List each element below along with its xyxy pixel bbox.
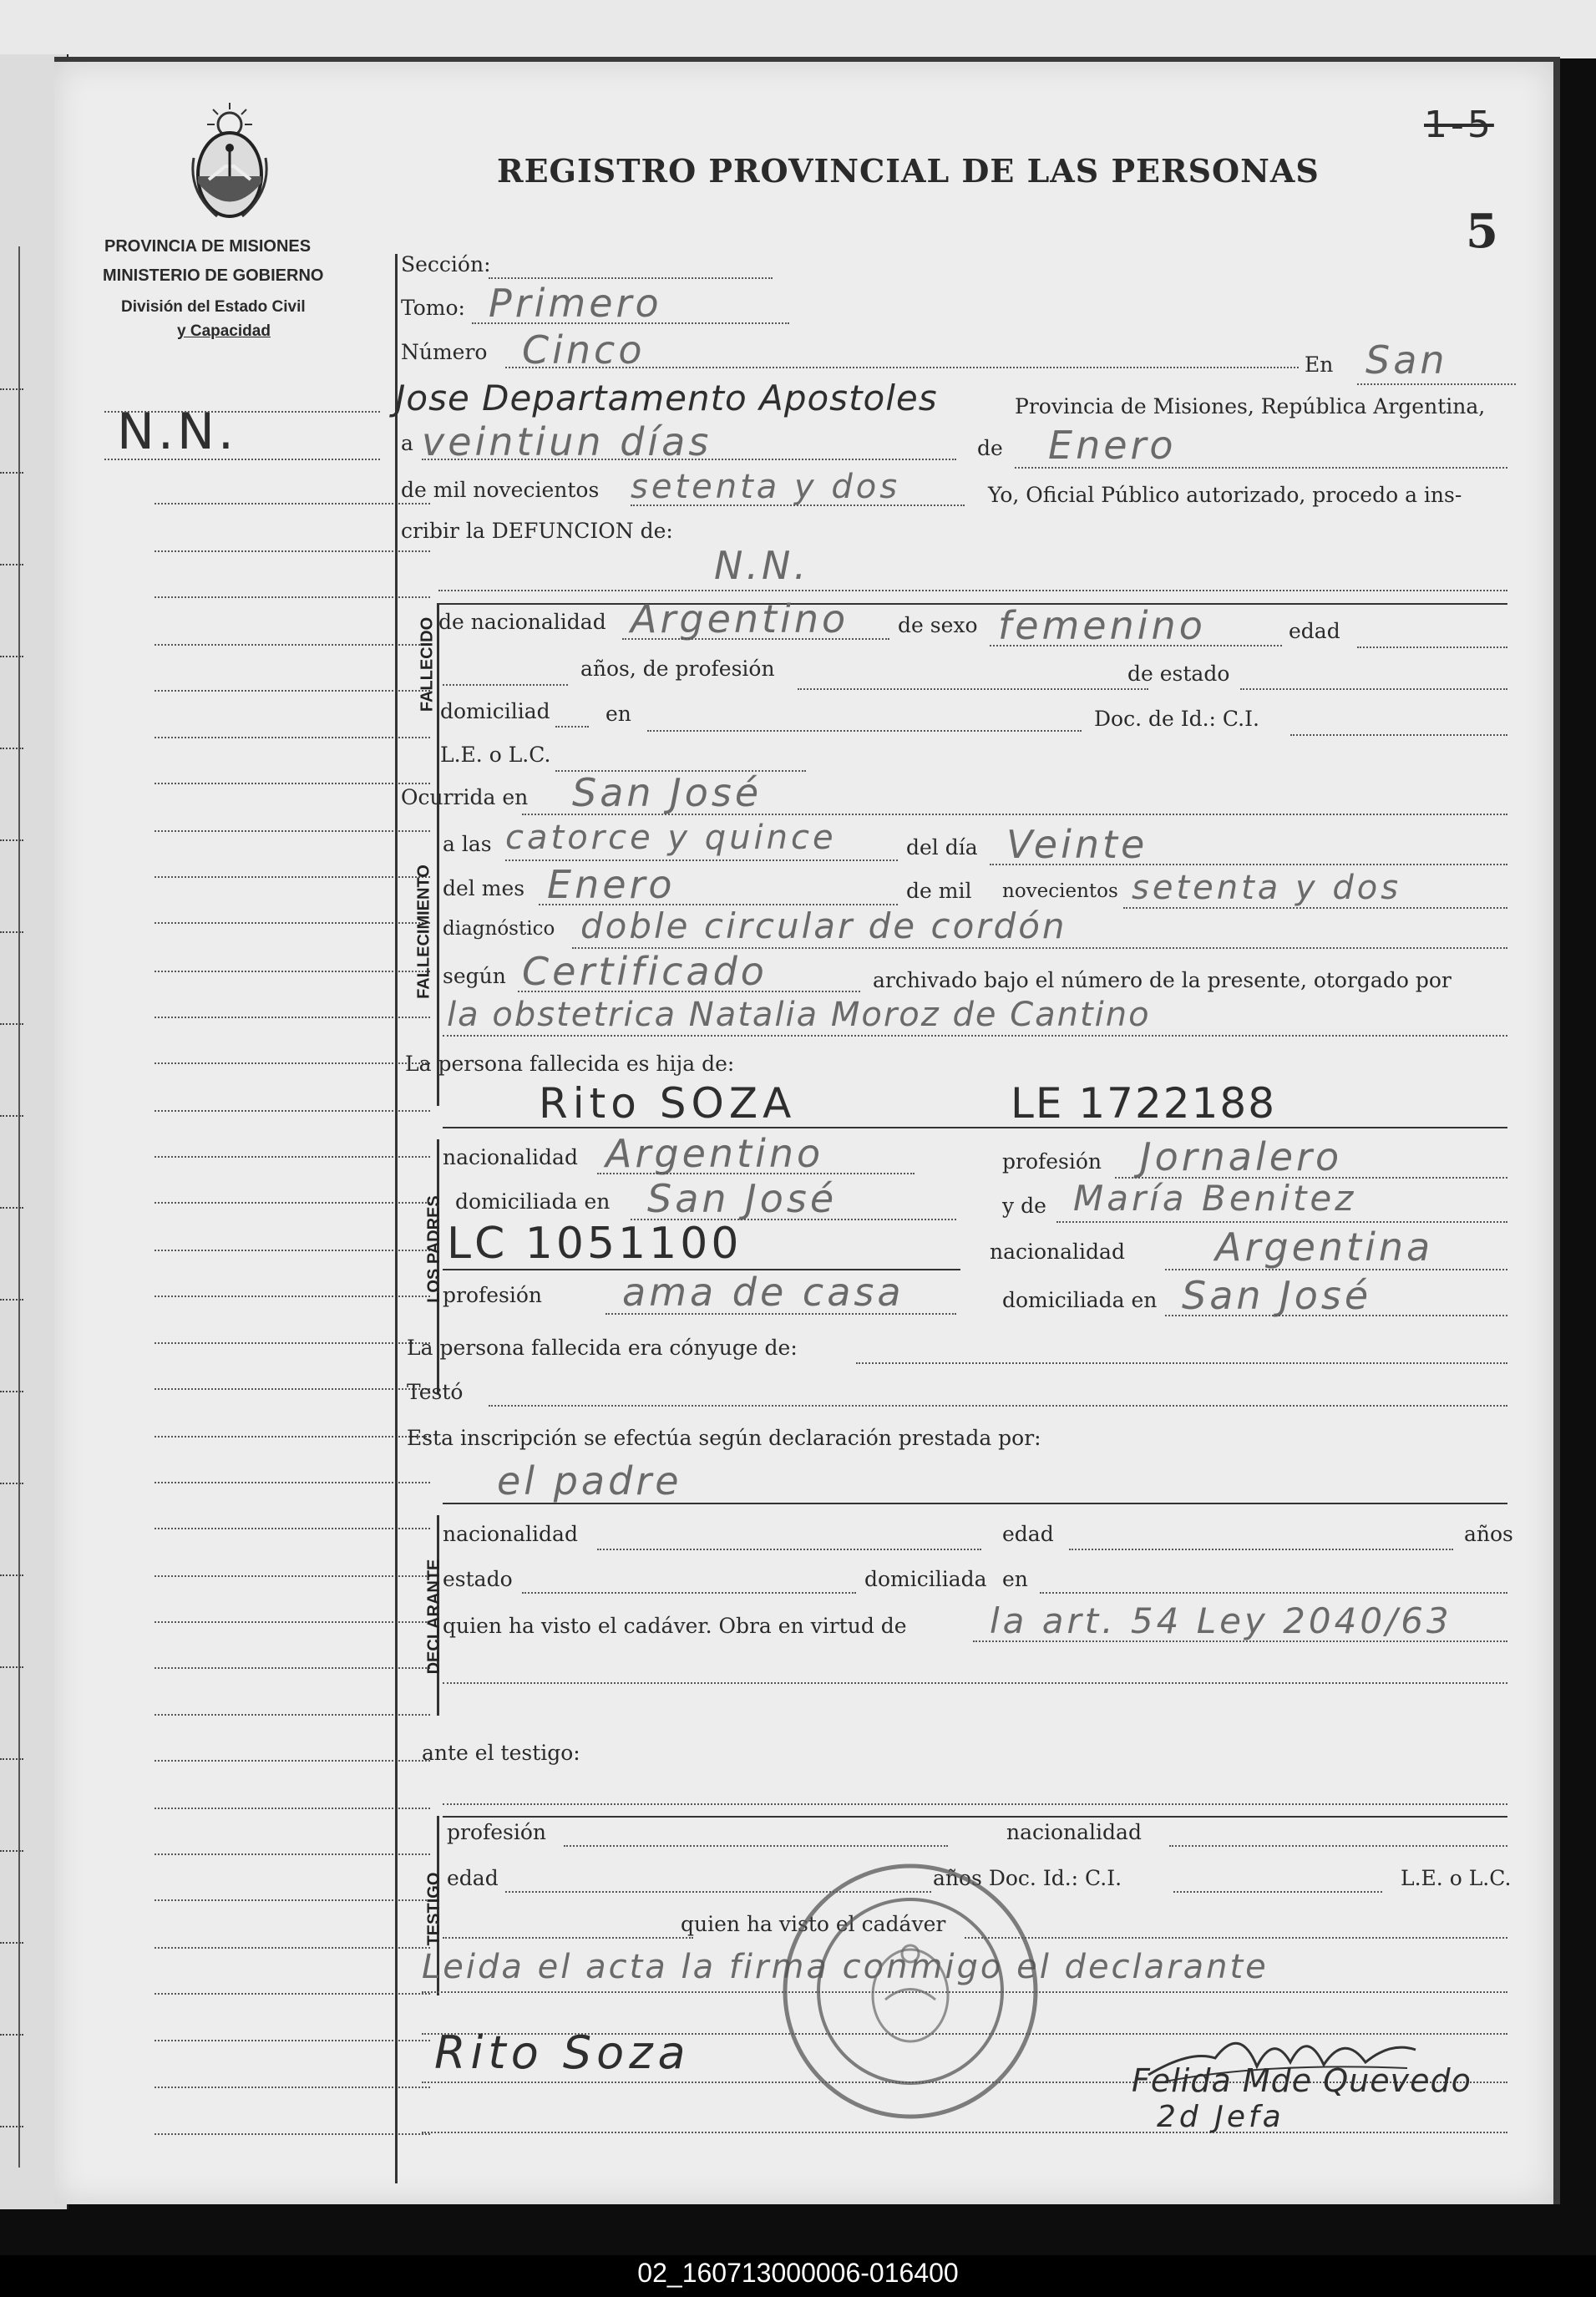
madre-doc-value: LC 1051100 xyxy=(447,1219,742,1269)
en-label: En xyxy=(1305,352,1334,377)
novecientos-label: novecientos xyxy=(1002,880,1118,902)
madre-value: María Benitez xyxy=(1073,1178,1357,1219)
declarante-name-value: el padre xyxy=(497,1458,682,1503)
folio-mark: 1-5 xyxy=(1424,104,1494,146)
fallecido-section-label: FALLECIDO xyxy=(418,616,437,712)
place-value: Jose Departamento Apostoles xyxy=(395,378,938,418)
official-seal-stamp-icon xyxy=(773,1853,1048,2129)
diagnostico-value: doble circular de cordón xyxy=(580,905,1067,946)
declarante-anos-label: años xyxy=(1464,1522,1513,1546)
del-dia-label: del día xyxy=(906,835,978,859)
cadaver-text: quien ha visto el cadáver. Obra en virtud de xyxy=(443,1614,907,1638)
declarante-en-label: en xyxy=(1002,1567,1028,1591)
de-label: de xyxy=(977,436,1003,460)
folio-number: 5 xyxy=(1466,204,1498,259)
padre-profesion-value: Jornalero xyxy=(1140,1134,1343,1179)
margin-divider xyxy=(395,254,398,2183)
madre-nacionalidad-value: Argentina xyxy=(1215,1225,1434,1270)
diagnostico-label: diagnóstico xyxy=(443,918,555,940)
oficial-text: Yo, Oficial Público autorizado, procedo a ins- xyxy=(988,483,1462,507)
testo-label: Testó xyxy=(407,1380,464,1404)
padres-section-label: LOS PADRES xyxy=(424,1195,443,1303)
domiciliado-label: domiciliad xyxy=(440,699,550,723)
division-heading: División del Estado Civil xyxy=(121,298,306,316)
fallecido-nacionalidad-label: de nacionalidad xyxy=(438,610,606,634)
padre-nacionalidad-label: nacionalidad xyxy=(443,1145,578,1169)
padre-nacionalidad-value: Argentino xyxy=(605,1131,824,1176)
madre-domiciliada-label: domiciliada en xyxy=(1002,1288,1158,1312)
ocurrida-label: Ocurrida en xyxy=(401,785,529,809)
sexo-value: femenino xyxy=(998,603,1206,648)
margin-note: N.N. xyxy=(117,403,237,461)
fallecimiento-section-label: FALLECIMIENTO xyxy=(414,865,433,999)
padre-domicilio-value: San José xyxy=(647,1176,838,1221)
declarante-signature: Rito Soza xyxy=(434,2026,691,2079)
madre-domicilio-value: San José xyxy=(1182,1273,1372,1318)
anos-profesion-label: años, de profesión xyxy=(580,657,775,681)
province-text: Provincia de Misiones, República Argentina, xyxy=(1015,394,1486,418)
declarante-estado-label: estado xyxy=(443,1567,513,1591)
testigo-anos-doc-label: años Doc. Id.: C.I. xyxy=(933,1866,1122,1890)
testigo-edad-label: edad xyxy=(447,1866,499,1890)
segun-value: Certificado xyxy=(522,949,768,994)
declarante-section-label: DECLARANTE xyxy=(424,1559,443,1675)
year-value: setenta y dos xyxy=(631,468,901,506)
footer-image-id: 02_160713000006-016400 xyxy=(637,2258,959,2288)
fallecimiento-dia-value: Veinte xyxy=(1006,822,1148,867)
fallecimiento-mes-value: Enero xyxy=(547,862,676,907)
death-certificate-page xyxy=(54,57,1560,2204)
tomo-value: Primero xyxy=(489,281,662,326)
province-heading: PROVINCIA DE MISIONES xyxy=(104,237,312,256)
del-mes-label: del mes xyxy=(443,876,525,900)
seccion-label: Sección: xyxy=(401,252,491,276)
le-lc-label: L.E. o L.C. xyxy=(440,743,551,767)
tomo-label: Tomo: xyxy=(401,296,465,320)
de-mil-label: de mil xyxy=(906,879,972,903)
testigo-section-label: TESTIGO xyxy=(424,1872,443,1946)
cadaver-value: la art. 54 Ley 2040/63 xyxy=(990,1600,1452,1641)
declarante-nacionalidad-label: nacionalidad xyxy=(443,1522,578,1546)
numero-value: Cinco xyxy=(522,327,646,373)
madre-profesion-value: ama de casa xyxy=(622,1270,904,1315)
padre-domiciliada-label: domiciliada en xyxy=(455,1189,611,1214)
y-de-label: y de xyxy=(1002,1194,1046,1218)
fallecido-nacionalidad-value: Argentino xyxy=(631,596,849,641)
fallecido-edad-label: edad xyxy=(1289,619,1340,643)
official-signature: Felida Mde Quevedo xyxy=(1132,2062,1472,2099)
fallecimiento-anio-value: setenta y dos xyxy=(1132,869,1402,907)
mes-value: Enero xyxy=(1048,423,1177,468)
a-label: a xyxy=(401,431,413,455)
padre-doc-value: LE 1722188 xyxy=(1011,1079,1277,1128)
otorgado-value: la obstetrica Natalia Moroz de Cantino xyxy=(447,996,1151,1034)
segun-label: según xyxy=(443,964,506,988)
official-title: 2d Jefa xyxy=(1157,2100,1284,2134)
padre-profesion-label: profesión xyxy=(1002,1149,1102,1174)
ocurrida-value: San José xyxy=(572,770,763,815)
declarante-domiciliada-label: domiciliada xyxy=(864,1567,987,1591)
dia-value: veintiun días xyxy=(422,419,712,464)
fallecido-en-label: en xyxy=(605,702,631,726)
madre-profesion-label: profesión xyxy=(443,1283,543,1307)
padre-value: Rito SOZA xyxy=(539,1079,797,1128)
madre-nacionalidad-label: nacionalidad xyxy=(990,1240,1125,1264)
numero-label: Número xyxy=(401,340,488,364)
document-title: REGISTRO PROVINCIAL DE LAS PERSONAS xyxy=(497,152,1320,190)
hija-label: La persona fallecida es hija de: xyxy=(405,1052,735,1076)
testigo-profesion-label: profesión xyxy=(447,1820,547,1844)
fallecido-name-value: N.N. xyxy=(714,543,810,588)
ministry-heading: MINISTERIO DE GOBIERNO xyxy=(103,266,324,285)
archivado-text: archivado bajo el número de la presente, otorgado por xyxy=(873,968,1452,992)
testigo-nacionalidad-label: nacionalidad xyxy=(1006,1820,1142,1844)
conyuge-label: La persona fallecida era cónyuge de: xyxy=(407,1336,798,1360)
capacity-heading: y Capacidad xyxy=(177,322,271,340)
inscribir-text: cribir la DEFUNCION de: xyxy=(401,519,673,543)
en-value: San xyxy=(1365,337,1448,383)
testigo-cadaver-label: quien ha visto el cadáver xyxy=(681,1912,946,1936)
a-las-label: a las xyxy=(443,832,492,856)
doc-label: Doc. de Id.: C.I. xyxy=(1094,707,1259,731)
sexo-label: de sexo xyxy=(898,613,978,637)
declarante-intro: Esta inscripción se efectúa según declaración prestada por: xyxy=(407,1426,1041,1450)
hora-value: catorce y quince xyxy=(505,819,837,857)
year-label: de mil novecientos xyxy=(401,478,600,502)
leida-value: Leida el acta la firma conmigo el declarante xyxy=(422,1948,1269,1986)
coat-of-arms-icon xyxy=(184,99,276,225)
fallecido-estado-label: de estado xyxy=(1127,662,1230,686)
ante-testigo-label: ante el testigo: xyxy=(422,1741,580,1765)
testigo-le-lc-label: L.E. o L.C. xyxy=(1401,1866,1512,1890)
top-background-strip xyxy=(0,0,1596,58)
declarante-edad-label: edad xyxy=(1002,1522,1054,1546)
